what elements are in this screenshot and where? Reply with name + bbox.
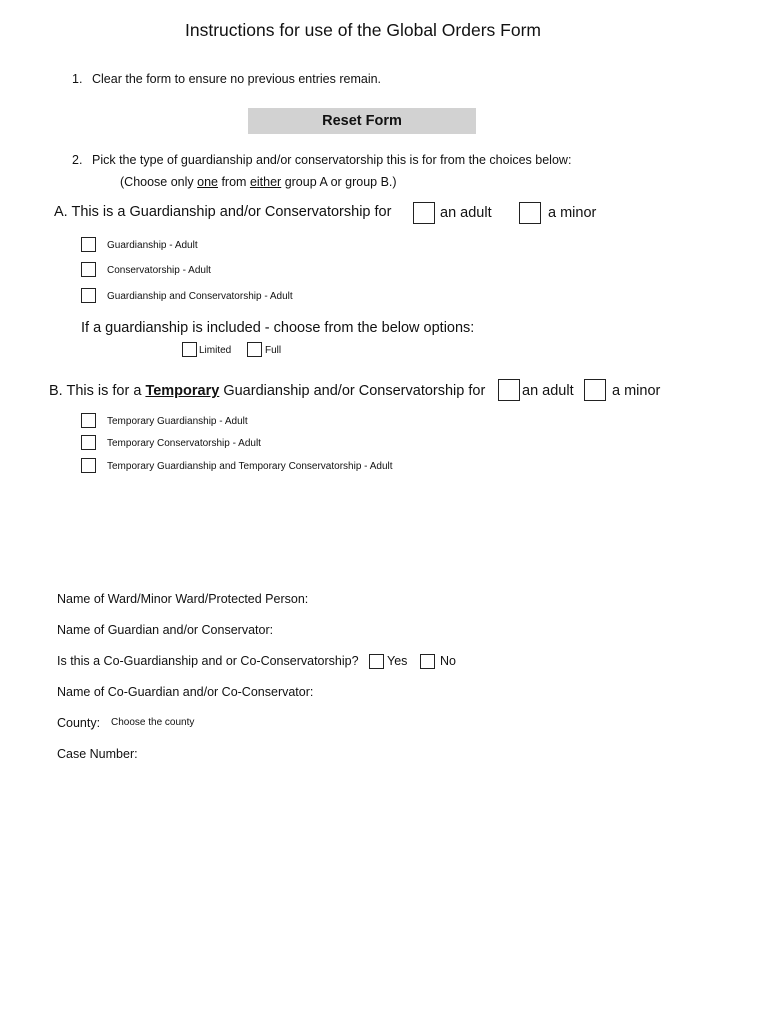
conservatorship-adult-label: Conservatorship - Adult [107,265,211,276]
county-label: County: [57,716,101,730]
group-b-heading [49,383,485,399]
full-label: Full [265,345,282,356]
note-post: group A or group B.) [281,175,397,189]
group-a-adult-label: an adult [440,205,492,221]
group-b-adult-label: an adult [522,383,574,399]
group-a-minor-checkbox[interactable] [519,202,541,224]
guardianship-conservatorship-adult-label: Guardianship and Conservatorship - Adult [107,291,293,302]
co-guardianship-question: Is this a Co-Guardianship and or Co-Conservatorship? [57,654,359,668]
reset-form-button[interactable]: Reset Form [248,108,476,134]
temporary-conservatorship-adult-label: Temporary Conservatorship - Adult [107,438,261,449]
temporary-guardianship-conservatorship-adult-label: Temporary Guardianship and Temporary Conservatorship - Adult [107,461,393,472]
group-b-heading-pre: B. This is for a [49,383,146,399]
temporary-conservatorship-adult-checkbox[interactable] [81,435,96,450]
step2-number: 2. [72,153,83,167]
guardianship-adult-label: Guardianship - Adult [107,240,198,251]
group-a-heading: A. This is a Guardianship and/or Conservatorship for [54,204,392,220]
limited-checkbox[interactable] [182,342,197,357]
full-checkbox[interactable] [247,342,262,357]
temporary-guardianship-adult-checkbox[interactable] [81,413,96,428]
group-a-adult-checkbox[interactable] [413,202,435,224]
group-b-minor-checkbox[interactable] [584,379,606,401]
conservatorship-adult-checkbox[interactable] [81,262,96,277]
group-b-heading-temporary: Temporary [145,383,220,399]
note-mid: from [217,175,250,189]
note-one: one [197,175,218,189]
step2-text: Pick the type of guardianship and/or conservatorship this is for from the choices below: [92,153,572,167]
group-a-minor-label: a minor [548,205,597,221]
step1-text: Clear the form to ensure no previous entries remain. [92,72,382,86]
co-no-checkbox[interactable] [420,654,435,669]
group-b-heading-post: Guardianship and/or Conservatorship for [219,383,486,399]
co-guardian-name-label: Name of Co-Guardian and/or Co-Conservator: [57,685,314,699]
county-select[interactable]: Choose the county [111,717,195,728]
co-yes-checkbox[interactable] [369,654,384,669]
co-no-label: No [440,654,456,668]
note-pre: (Choose only [120,175,198,189]
co-yes-label: Yes [387,654,408,668]
ward-name-label: Name of Ward/Minor Ward/Protected Person: [57,592,309,606]
guardianship-conservatorship-adult-checkbox[interactable] [81,288,96,303]
note-either: either [249,175,282,189]
guardian-name-label: Name of Guardian and/or Conservator: [57,623,274,637]
group-b-adult-checkbox[interactable] [498,379,520,401]
step2-note [120,175,397,189]
temporary-guardianship-conservatorship-adult-checkbox[interactable] [81,458,96,473]
guardianship-options-heading: If a guardianship is included - choose from the below options: [81,320,475,336]
temporary-guardianship-adult-label: Temporary Guardianship - Adult [107,416,248,427]
step1-number: 1. [72,72,83,86]
page-title: Instructions for use of the Global Orders Form [185,20,541,40]
case-number-label: Case Number: [57,747,138,761]
guardianship-adult-checkbox[interactable] [81,237,96,252]
group-b-minor-label: a minor [612,383,661,399]
limited-label: Limited [199,345,232,356]
